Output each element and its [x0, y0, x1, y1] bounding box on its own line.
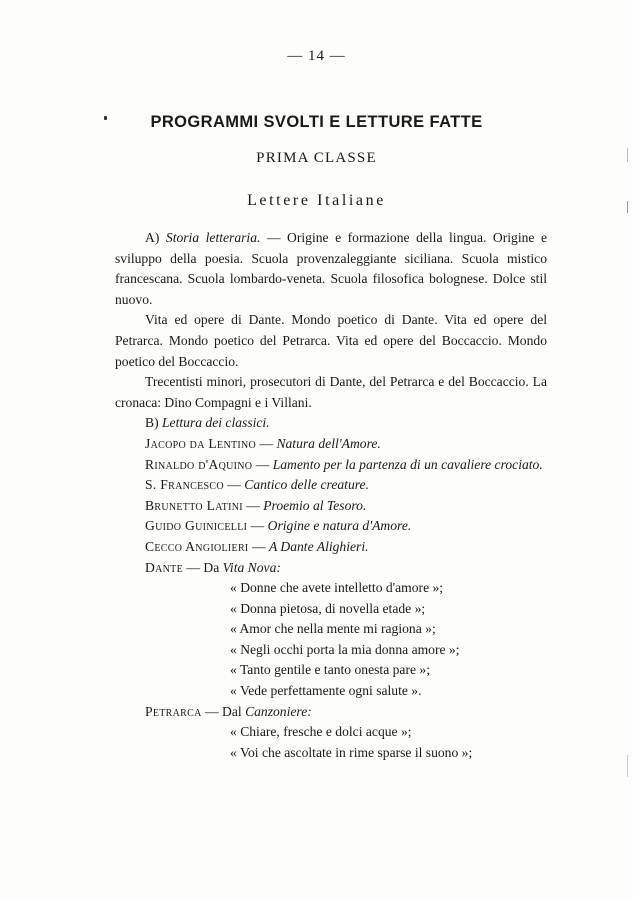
poem-line: « Donna pietosa, di novella etade »;: [230, 600, 426, 616]
trecentisti-paragraph: Trecentisti minori, prosecutori di Dante, del Petrarca e del Boccaccio. La cronaca: Dino Compagni e i Villani.: [115, 374, 547, 410]
class-heading: PRIMA CLASSE: [256, 150, 377, 166]
reading-item: [115, 455, 547, 476]
section-a-label: A): [145, 230, 160, 245]
poem-line: « Amor che nella mente mi ragiona »;: [230, 621, 436, 637]
reading-separator: —: [248, 538, 269, 554]
reading-author: S. Francesco: [145, 477, 224, 493]
page-number: — 14 —: [287, 48, 346, 64]
reading-item: [115, 434, 547, 455]
reading-separator: —: [252, 456, 273, 472]
reading-item: [115, 475, 547, 496]
page-edge-mark: [627, 755, 628, 777]
section-a-paragraph: [115, 228, 547, 310]
reading-separator: —: [242, 497, 264, 513]
petrarca-separator: — Dal: [201, 703, 246, 719]
poem-line: « Tanto gentile e tanto onesta pare »;: [230, 662, 430, 678]
page-title: PROGRAMMI SVOLTI E LETTURE FATTE: [150, 113, 483, 131]
reading-work: Proemio al Tesoro.: [263, 497, 367, 513]
reading-separator: —: [247, 518, 268, 534]
section-b-label: B): [145, 415, 159, 431]
section-b-paragraph: [115, 413, 547, 434]
dante-work: Vita Nova:: [222, 559, 281, 575]
reading-author: Guido Guinicelli: [145, 518, 248, 534]
poem-line: « Chiare, fresche e dolci acque »;: [230, 724, 412, 740]
section-a-title: Storia letteraria.: [165, 230, 261, 245]
poem-line: « Negli occhi porta la mia donna amore »;: [230, 641, 460, 657]
reading-item: [115, 496, 547, 517]
reading-author: Brunetto Latini: [145, 497, 243, 513]
reading-separator: —: [256, 435, 277, 451]
dante-heading: [115, 558, 547, 579]
reading-work: Natura dell'Amore.: [276, 435, 381, 451]
subject-heading: Lettere Italiane: [247, 192, 386, 209]
document-body: [115, 228, 547, 763]
petrarca-work: Canzoniere:: [245, 703, 312, 719]
reading-author: Jacopo da Lentino: [145, 435, 257, 451]
reading-work: A Dante Alighieri.: [268, 538, 369, 554]
poem-line: « Vede perfettamente ogni salute ».: [230, 683, 422, 699]
reading-work: Cantico delle creature.: [244, 477, 369, 493]
petrarca-author: Petrarca: [145, 703, 202, 719]
reading-work: Lamento per la partenza di un cavaliere crociato.: [272, 456, 543, 472]
reading-item: [115, 516, 547, 537]
petrarca-heading: [115, 702, 547, 723]
dante-author: Dante: [145, 559, 183, 575]
reading-work: Origine e natura d'Amore.: [267, 518, 412, 534]
section-a-text: — Origine e formazione della lingua. Origine e sviluppo della poesia. Scuola provenzaleggiante siciliana. Scuola mistico francescana. Scuola lombardo-veneta. Scuola filosofica bolognese. Dolce stil nuovo.: [115, 230, 547, 307]
section-b-title: Lettura dei classici.: [162, 415, 270, 431]
poem-line: « Voi che ascoltate in rime sparse il suono »;: [230, 744, 473, 760]
poem-line: « Donne che avete intelletto d'amore »;: [230, 580, 444, 596]
reading-author: Cecco Angiolieri: [145, 538, 249, 554]
reading-author: Rinaldo d'Aquino: [145, 456, 253, 472]
dante-separator: — Da: [182, 559, 223, 575]
dante-paragraph: Vita ed opere di Dante. Mondo poetico di Dante. Vita ed opere del Petrarca. Mondo poetico del Petrarca. Vita ed opere del Boccaccio. Mondo poetico del Boccaccio.: [115, 312, 547, 369]
reading-separator: —: [223, 477, 245, 493]
reading-item: [115, 537, 547, 558]
